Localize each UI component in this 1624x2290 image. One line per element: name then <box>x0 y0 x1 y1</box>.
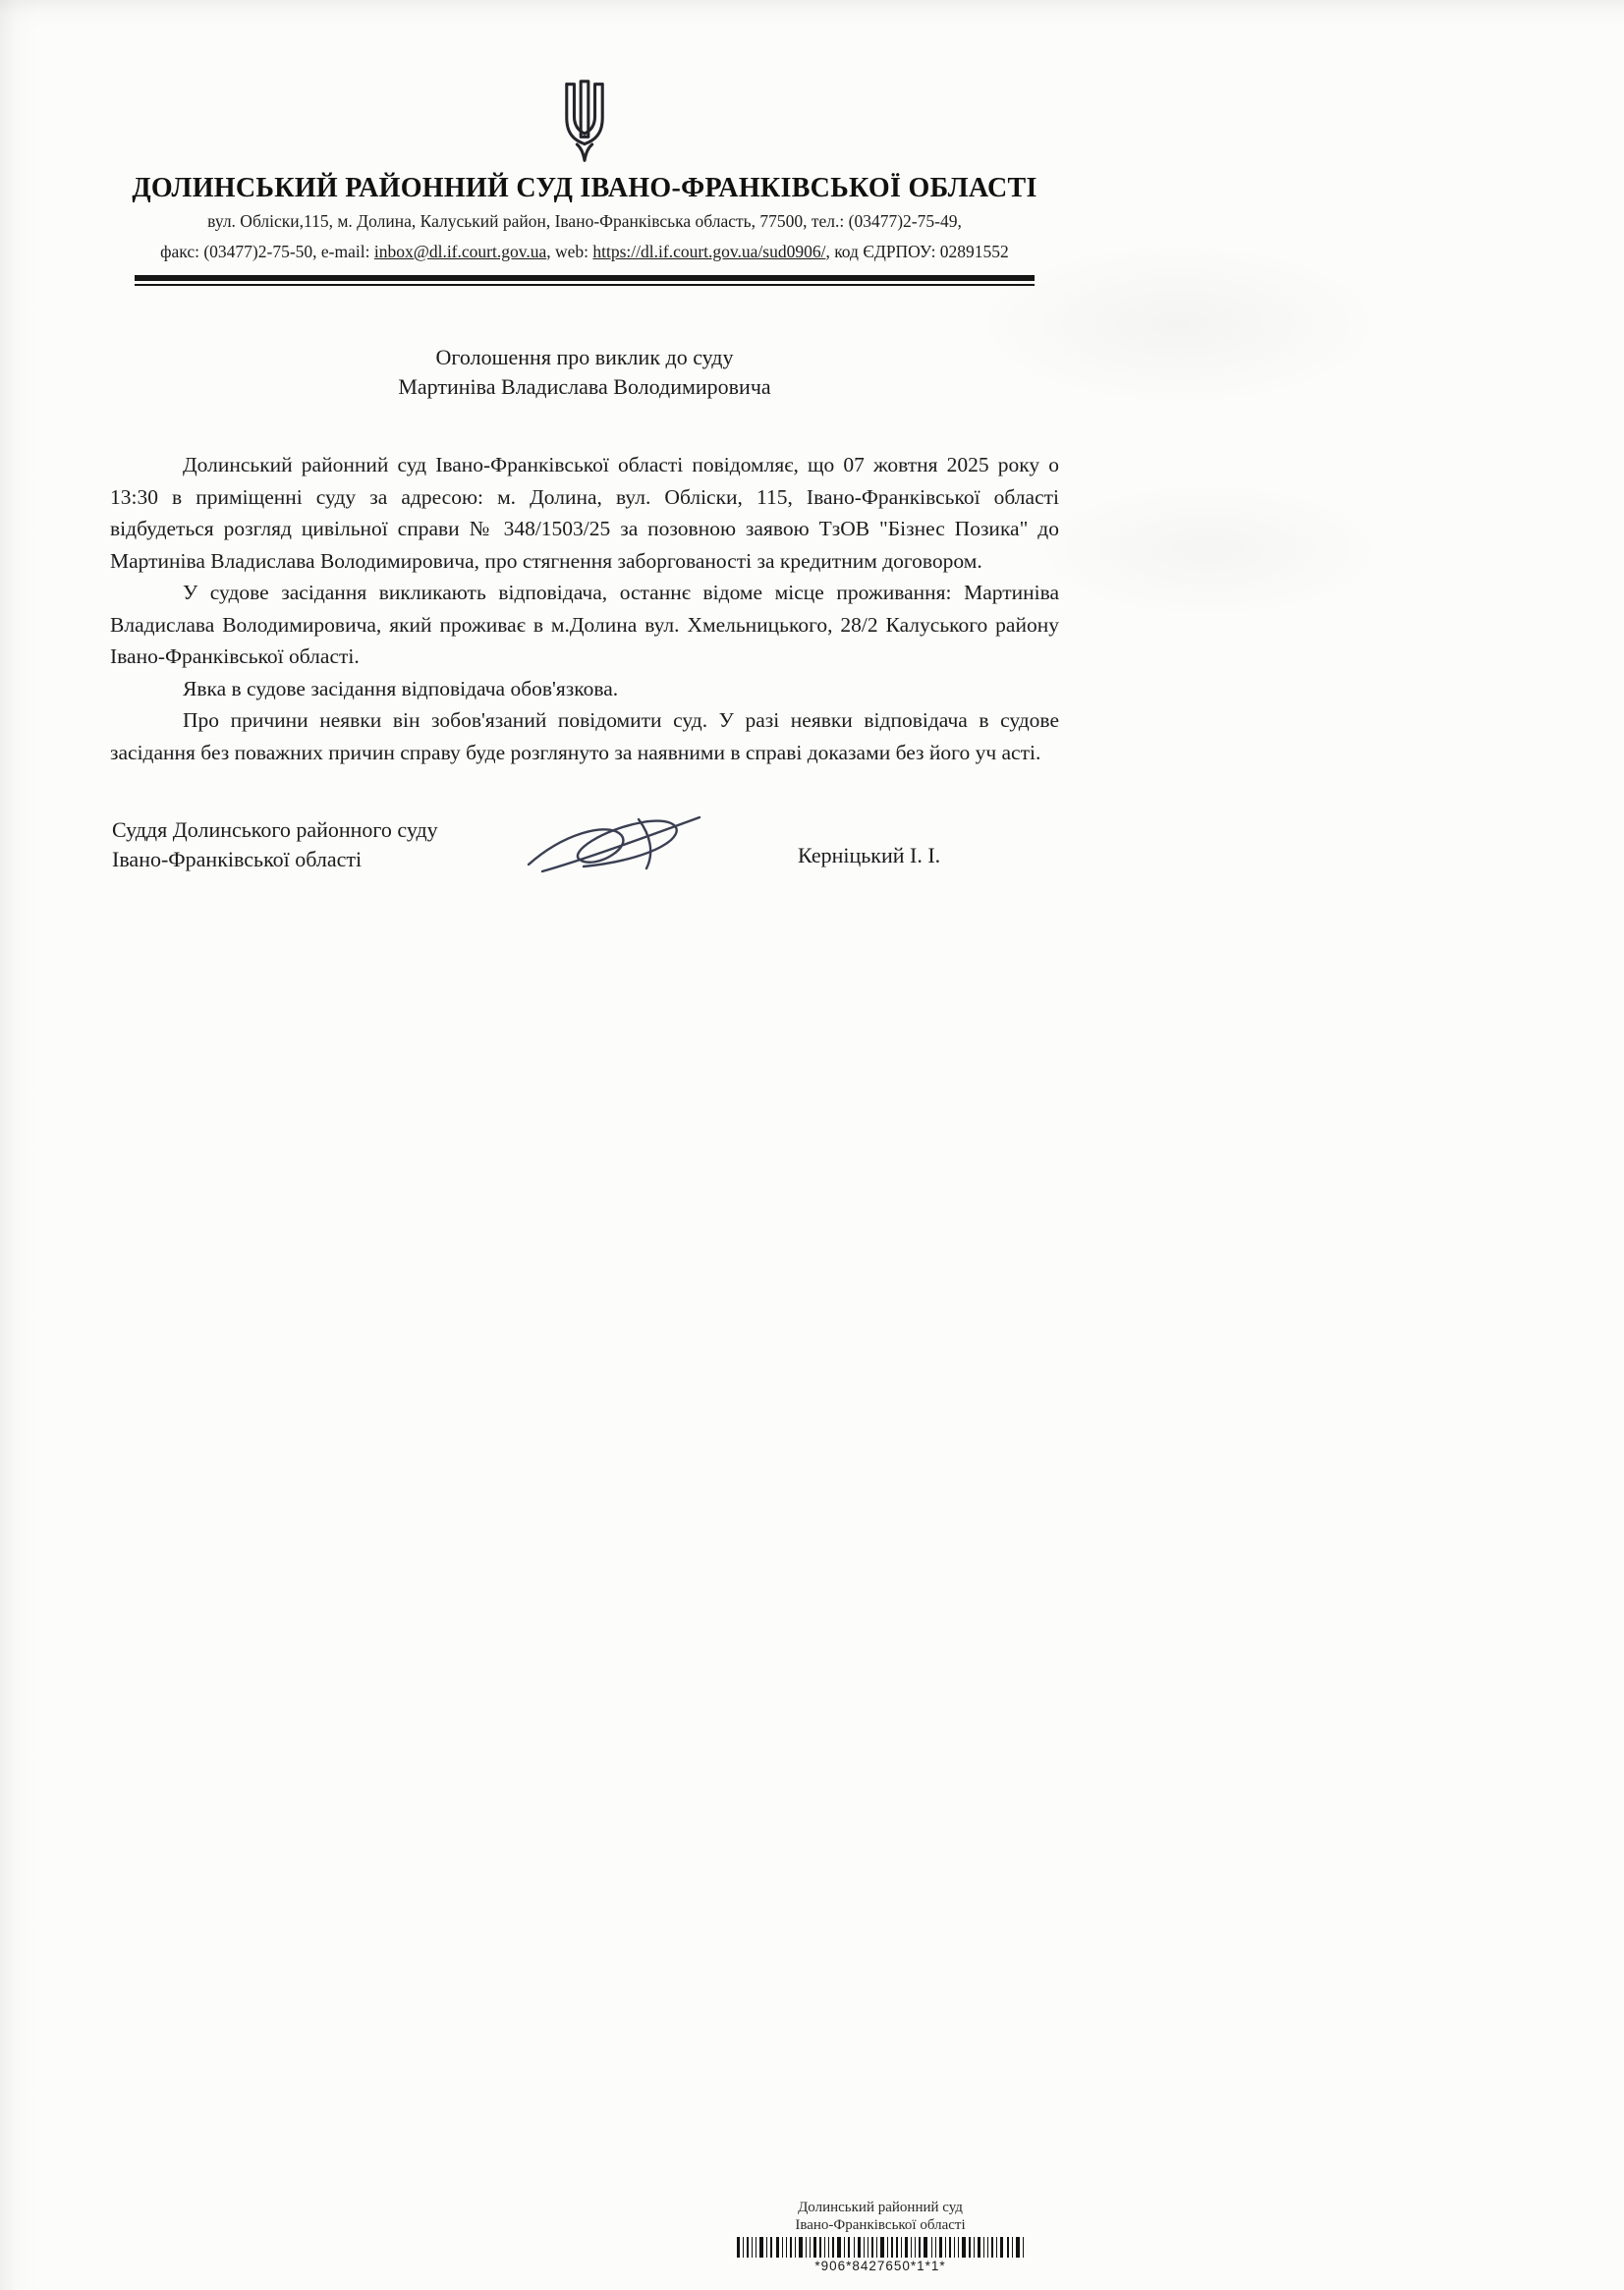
court-address-line-1: вул. Обліски,115, м. Долина, Калуський район, Івано-Франківська область, 77500, тел.: (03477)2-75-49, <box>207 211 962 231</box>
court-name: ДОЛИНСЬКИЙ РАЙОННИЙ СУД ІВАНО-ФРАНКІВСЬКОЇ ОБЛАСТІ <box>132 173 1037 203</box>
signature-block <box>110 815 1059 904</box>
fax-label: факс: (03477)2-75-50, e-mail: <box>160 242 374 261</box>
barcode-text: *906*8427650*1*1* <box>814 2259 946 2273</box>
document-header <box>110 77 1059 286</box>
judge-title <box>112 815 438 874</box>
document-body <box>110 449 1059 768</box>
ukraine-trident-emblem-icon <box>554 77 615 167</box>
paragraph-absence-consequences: Про причини неявки він зобов'язаний повідомити суд. У разі неявки відповідача в судове засідання без поважних причин справу буде розглянуто за наявними в справі доказами без його уч асті. <box>110 708 1059 764</box>
header-divider-rule <box>135 275 1035 286</box>
registration-stamp <box>737 2199 1024 2273</box>
paragraph-attendance-mandatory: Явка в судове засідання відповідача обов'язкова. <box>183 676 619 700</box>
stamp-court-line-2: Івано-Франківської області <box>795 2217 966 2233</box>
document-title <box>110 343 1059 402</box>
edrpou-code: , код ЄДРПОУ: 02891552 <box>825 242 1009 261</box>
judge-title-line-2: Івано-Франківської області <box>112 847 363 871</box>
document-title-line-1: Оголошення про виклик до суду <box>435 345 734 369</box>
document-title-line-2: Мартиніва Владислава Володимировича <box>398 374 771 399</box>
document-content <box>110 0 1059 904</box>
web-label: , web: <box>546 242 593 261</box>
paragraph-defendant-residence: У судове засідання викликають відповідача, останнє відоме місце проживання: Мартиніва Владислава Володимировича, який проживає в м.Долина вул. Хмельницького, 28/2 Калуського району Івано-Франківської області. <box>110 581 1059 668</box>
web-link: https://dl.if.court.gov.ua/sud0906/ <box>592 242 826 261</box>
stamp-court-line-1: Долинський районний суд <box>798 2200 963 2215</box>
barcode <box>737 2237 1024 2258</box>
judge-signature <box>521 810 707 882</box>
court-address-line-2 <box>110 239 1059 265</box>
paragraph-announcement: Долинський районний суд Івано-Франківської області повідомляє, що 07 жовтня 2025 року о 13:30 в приміщенні суду за адресою: м. Долина, вул. Обліски, 115, Івано-Франківської області відбудеться розгляд цивільної справи № 348/1503/25 за позовною заявою ТзОВ "Бізнес Позика" до Мартиніва Владислава Володимировича, про стягнення заборгованості за кредитним договором. <box>110 453 1059 573</box>
judge-name: Керніцький І. І. <box>798 843 941 867</box>
email-link: inbox@dl.if.court.gov.ua <box>373 242 547 261</box>
judge-title-line-1: Суддя Долинського районного суду <box>112 817 438 842</box>
